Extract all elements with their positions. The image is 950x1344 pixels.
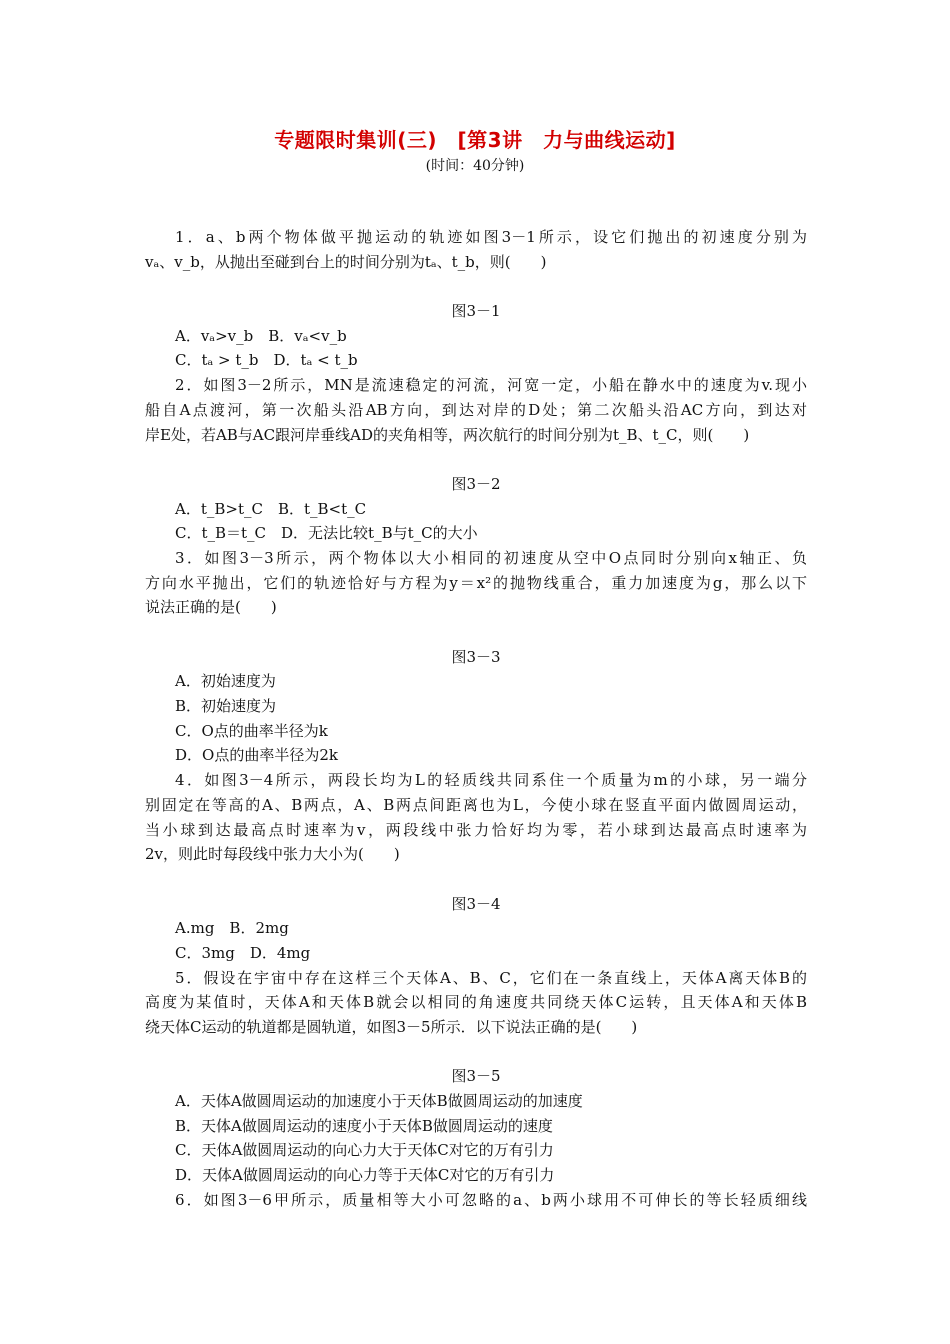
q3-figure-space	[145, 620, 807, 645]
question-list	[145, 225, 807, 1213]
q2-options-cd: C．t_B＝t_C D．无法比较t_B与t_C的大小	[175, 524, 478, 543]
q5-figure-caption: 图3－5	[451, 1067, 501, 1086]
q3-option-c: C．O点的曲率半径为k	[175, 721, 328, 740]
q5-option-b: B．天体A做圆周运动的速度小于天体B做圆周运动的速度	[175, 1116, 553, 1135]
q2-line3: 岸E处，若AB与AC跟河岸垂线AD的夹角相等，两次航行的时间分别为t_B、t_C，则( )	[145, 425, 750, 444]
q2-figure-caption: 图3－2	[451, 474, 501, 493]
q3-option-d: D．O点的曲率半径为2k	[175, 746, 338, 765]
q2-line2: 船自A点渡河，第一次船头沿AB方向，到达对岸的D处；第二次船头沿AC方向，到达对	[145, 400, 807, 419]
q4-line1: 4．如图3－4所示，两段长均为L的轻质线共同系住一个质量为m的小球，另一端分	[175, 771, 807, 790]
q4-options-ab: A.mg B．2mg	[175, 919, 289, 938]
q5-line3: 绕天体C运动的轨道都是圆轨道，如图3－5所示．以下说法正确的是( )	[145, 1018, 638, 1036]
q5-option-a: A．天体A做圆周运动的加速度小于天体B做圆周运动的加速度	[175, 1092, 583, 1111]
q3-line3: 说法正确的是( )	[145, 598, 277, 617]
q5-option-c: C．天体A做圆周运动的向心力大于天体C对它的万有引力	[175, 1141, 554, 1160]
q1-figure-space	[145, 274, 807, 299]
q3-line2: 方向水平抛出，它们的轨迹恰好与方程为y＝x²的抛物线重合，重力加速度为g，那么以下	[145, 573, 807, 592]
q6-line1: 6．如图3－6甲所示，质量相等大小可忽略的a、b两小球用不可伸长的等长轻质细线	[175, 1190, 807, 1209]
q1-line2: vₐ、v_b，从抛出至碰到台上的时间分别为tₐ、t_b，则( )	[145, 252, 547, 271]
q4-line4: 2v，则此时每段线中张力大小为( )	[145, 845, 400, 864]
q4-figure-space	[145, 867, 807, 892]
q2-options-ab: A．t_B>t_C B．t_B<t_C	[175, 499, 367, 518]
q5-figure-space	[145, 1040, 807, 1065]
q1-line1: 1．a、b两个物体做平抛运动的轨迹如图3－1所示，设它们抛出的初速度分别为	[175, 228, 807, 246]
q3-option-a: A．初始速度为	[175, 672, 276, 691]
q1-figure-caption: 图3－1	[451, 302, 501, 321]
page-title: 专题限时集训(三) [第3讲 力与曲线运动]	[274, 128, 676, 152]
q2-figure-space	[145, 447, 807, 472]
q2-line1: 2．如图3－2所示，MN是流速稳定的河流，河宽一定，小船在静水中的速度为v.现小	[175, 376, 807, 395]
q1-options-ab: A．vₐ>v_b B．vₐ<v_b	[175, 326, 347, 345]
q3-line1: 3．如图3－3所示，两个物体以大小相同的初速度从空中O点同时分别向x轴正、负	[175, 548, 807, 567]
q3-figure-caption: 图3－3	[451, 647, 501, 666]
q4-line3: 当小球到达最高点时速率为v，两段线中张力恰好均为零，若小球到达最高点时速率为	[145, 820, 807, 839]
time-limit: (时间：40分钟)	[425, 158, 525, 174]
q4-options-cd: C．3mg D．4mg	[175, 943, 311, 962]
q5-line2: 高度为某值时，天体A和天体B就会以相同的角速度共同绕天体C运转，且天体A和天体B	[145, 993, 807, 1012]
q4-figure-caption: 图3－4	[451, 894, 501, 913]
q4-line2: 别固定在等高的A、B两点，A、B两点间距离也为L，今使小球在竖直平面内做圆周运动，	[145, 795, 807, 814]
q3-option-b: B．初始速度为	[175, 697, 277, 716]
q5-line1: 5．假设在宇宙中存在这样三个天体A、B、C，它们在一条直线上，天体A离天体B的	[175, 968, 807, 987]
q1-options-cd: C．tₐ > t_b D．tₐ < t_b	[175, 351, 358, 370]
q5-option-d: D．天体A做圆周运动的向心力等于天体C对它的万有引力	[175, 1166, 555, 1185]
